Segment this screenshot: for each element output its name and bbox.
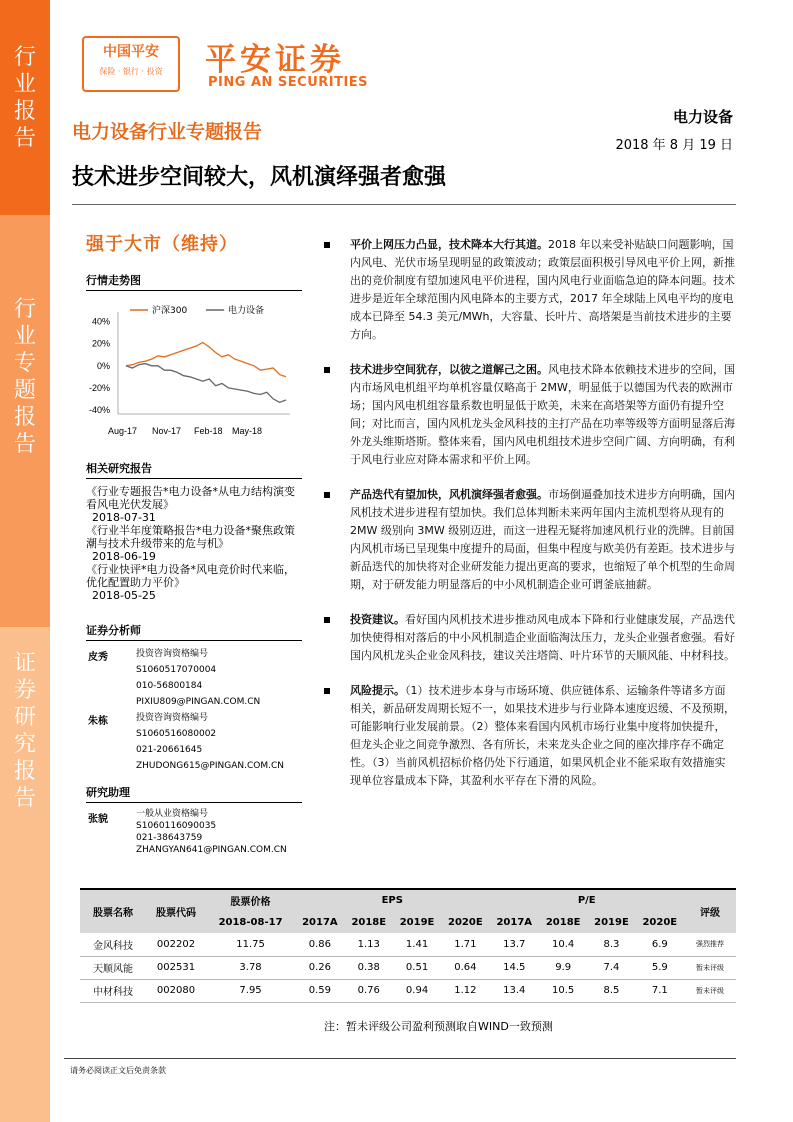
- col-eps: EPS: [295, 889, 489, 911]
- bullet-tech-space: [324, 361, 736, 469]
- analyst-cert-label: 投资咨询资格编号: [136, 713, 209, 723]
- analyst-cert: S1060516080002: [136, 729, 217, 739]
- analyst-info: [136, 646, 260, 710]
- analyst-heading: 证券分析师: [86, 622, 302, 641]
- col-rating: 评级: [684, 889, 736, 933]
- cell-rating: 强烈推荐: [684, 933, 736, 956]
- rating: 强于大市（维持）: [86, 234, 238, 255]
- related-item-date: 2018-05-25: [92, 589, 156, 602]
- col-year: 2017A: [489, 911, 539, 933]
- cell-eps: 1.71: [441, 933, 489, 956]
- cell-pe: 10.4: [539, 933, 587, 956]
- cell-pe: 9.9: [539, 956, 587, 979]
- legend-label-1: 电力设备: [228, 306, 265, 316]
- page-title: 技术进步空间较大，风机演绎强者愈强: [72, 165, 447, 190]
- cell-eps: 0.51: [393, 956, 441, 979]
- bullet-square-icon: [324, 688, 330, 694]
- side-label-report: 行 业 报 告: [13, 45, 36, 151]
- related-item-date: 2018-06-19: [92, 550, 156, 563]
- report-date: 2018 年 8 月 19 日: [615, 138, 733, 153]
- price-chart: [86, 298, 296, 442]
- bullet-square-icon: [324, 617, 330, 623]
- legend-label-0: 沪深300: [152, 306, 188, 316]
- assistant-info: [136, 808, 287, 856]
- bullet-product-iteration: [324, 486, 736, 594]
- col-stock-name: 股票名称: [80, 889, 146, 933]
- cell-rating: 暂未评级: [684, 956, 736, 979]
- analyst-name: 朱栋: [88, 716, 108, 727]
- col-year: 2019E: [587, 911, 635, 933]
- logo-securities-en: PING AN SECURITIES: [208, 75, 369, 90]
- bullet-body: 2018 年以来受补贴缺口问题影响，国内风电、光伏市场呈现明显的政策波动；政策层面积极引导风电平价上网，新推出的竞价制度有望加速风电平价进程，国内风电行业面临急迫的降本问题。技术进步是近年全球范围内风电降本的主要方式，2017 年全球陆上风电平均的度电成本已降至 54.3 美元/MWh，大容量、长叶片、高塔架是当前技术进步的主要方向。: [350, 238, 735, 341]
- assistant-email[interactable]: ZHANGYAN641@PINGAN.COM.CN: [136, 845, 287, 855]
- bullet-head: 投资建议。: [350, 613, 405, 626]
- cell-eps: 0.59: [295, 979, 345, 1002]
- cell-code: 002080: [146, 979, 206, 1002]
- cell-name: 中材科技: [80, 979, 146, 1002]
- bullet-square-icon: [324, 367, 330, 373]
- bullet-pricing-pressure: [324, 236, 736, 344]
- cell-pe: 10.5: [539, 979, 587, 1002]
- bullet-head: 风险提示。: [350, 684, 405, 697]
- bullet-risk: [324, 682, 736, 790]
- cell-price: 3.78: [206, 956, 295, 979]
- assistant-cert-label: 一般从业资格编号: [136, 809, 209, 819]
- related-heading: 相关研究报告: [86, 460, 302, 479]
- bullet-body: （1）技术进步本身与市场环境、供应链体系、运输条件等诸多方面相关，新品研发周期长短不一，如果技术进步与行业降本速度迟缓、不及预期，可能影响行业发展前景。（2）整体来看国内风机市场行业集中度将加快提升，但龙头企业之间竞争激烈、各有所长，未来龙头企业之间的座次排序存不确定性。（3）当前风机招标价格仍处下行通道，如果风机企业不能采取有效措施实现单位容量成本下降，其盈利水平存在下滑的风险。: [350, 684, 735, 787]
- related-item[interactable]: [86, 524, 302, 563]
- logo-securities-cn: 平安证券: [205, 42, 345, 78]
- cell-price: 7.95: [206, 979, 295, 1002]
- assistant-name: 张貌: [88, 814, 108, 825]
- related-item-title: 《行业快评*电力设备*风电竞价时代来临，优化配置助力平价》: [86, 563, 295, 589]
- cell-eps: 0.64: [441, 956, 489, 979]
- assistant-heading: 研究助理: [86, 784, 302, 803]
- col-year: 2017A: [295, 911, 345, 933]
- analyst-phone: 021-20661645: [136, 745, 203, 755]
- assistant-cert: S1060116090035: [136, 821, 217, 831]
- bullet-body: 市场倒逼叠加技术进步方向明确，国内风机技术进步进程有望加快。我们总体判断未来两年国内主流机型将从现有的 2MW 级别向 3MW 级别迈进，而这一进程无疑将加速风机行业的洗牌。目前国内风机市场已呈现集中度提升的局面，但集中程度与欧美仍有差距。技术进步与新品迭代的加快将对企业研发能力提出更高的要求，也缩短了单个机型的生命周期，对于研发能力明显落后的中小风机制造企业可谓釜底抽薪。: [350, 488, 735, 591]
- price-chart-svg: [86, 298, 296, 438]
- related-reports: [86, 485, 302, 602]
- y-tick-label: 20%: [91, 338, 110, 349]
- bullet-head: 平价上网压力凸显，技术降本大行其道。: [350, 238, 548, 251]
- table-row: [80, 933, 736, 956]
- cell-eps: 0.86: [295, 933, 345, 956]
- cell-eps: 1.41: [393, 933, 441, 956]
- cell-pe: 7.4: [587, 956, 635, 979]
- cell-eps: 1.12: [441, 979, 489, 1002]
- logo-box-sub: 保险 · 银行 · 投资: [99, 67, 163, 76]
- related-item-title: 《行业半年度策略报告*电力设备*聚焦政策潮与技术升级带来的危与机》: [86, 524, 295, 550]
- col-price-date: 2018-08-17: [206, 911, 295, 933]
- report-type: 电力设备行业专题报告: [72, 121, 263, 143]
- assistant-phone: 021-38643759: [136, 833, 203, 843]
- bullet-head: 产品迭代有望加快，风机演绎强者愈强。: [350, 488, 548, 501]
- cell-price: 11.75: [206, 933, 295, 956]
- col-price: 股票价格: [206, 889, 295, 911]
- cell-code: 002531: [146, 956, 206, 979]
- chart-heading: 行情走势图: [86, 272, 302, 291]
- y-tick-label: 40%: [91, 316, 110, 327]
- cell-pe: 7.1: [636, 979, 684, 1002]
- bullet-body: 风电技术降本依赖技术进步的空间，国内市场风电机组平均单机容量仅略高于 2MW，明显低于以德国为代表的欧洲市场；国内风电机组容量系数也明显低于欧美，未来在高塔架等方面仍有提升空间；对比而言，国内风机龙头金风科技的主打产品在功率等级等方面明显落后海外龙头维斯塔斯。整体来看，国内风电机组技术进步空间广阔、方向明确，有利于风电行业应对降本需求和平价上网。: [350, 363, 735, 466]
- cell-pe: 8.3: [587, 933, 635, 956]
- x-tick-label: Aug-17: [108, 426, 138, 436]
- col-year: 2018E: [345, 911, 393, 933]
- cell-eps: 0.38: [345, 956, 393, 979]
- cell-pe: 5.9: [636, 956, 684, 979]
- related-item[interactable]: [86, 485, 302, 524]
- analyst-cert-label: 投资咨询资格编号: [136, 649, 209, 659]
- cell-eps: 0.26: [295, 956, 345, 979]
- y-tick-label: 0%: [96, 360, 110, 371]
- analyst-phone: 010-56800184: [136, 681, 203, 691]
- cell-eps: 0.76: [345, 979, 393, 1002]
- cell-code: 002202: [146, 933, 206, 956]
- cell-name: 天顺风能: [80, 956, 146, 979]
- cell-pe: 13.7: [489, 933, 539, 956]
- col-year: 2019E: [393, 911, 441, 933]
- series-line-0: [126, 343, 286, 377]
- table-row: [80, 979, 736, 1002]
- col-stock-code: 股票代码: [146, 889, 206, 933]
- disclaimer: 请务必阅读正文后免责条款: [70, 1066, 166, 1075]
- related-item[interactable]: [86, 563, 302, 602]
- table-note: 注：暂未评级公司盈利预测取自WIND一致预测: [324, 1020, 553, 1033]
- col-pe: P/E: [489, 889, 684, 911]
- analyst-info: [136, 710, 284, 774]
- industry-label: 电力设备: [672, 108, 733, 126]
- summary-bullets: [324, 236, 736, 790]
- bullet-square-icon: [324, 242, 330, 248]
- related-item-title: 《行业专题报告*电力设备*从电力结构演变看风电光伏发展》: [86, 485, 295, 511]
- bullet-square-icon: [324, 492, 330, 498]
- cell-pe: 6.9: [636, 933, 684, 956]
- bullet-head: 技术进步空间犹存，以彼之道解己之困。: [350, 363, 548, 376]
- col-year: 2020E: [636, 911, 684, 933]
- cell-name: 金风科技: [80, 933, 146, 956]
- table-row: [80, 956, 736, 979]
- analyst-email[interactable]: PIXIU809@PINGAN.COM.CN: [136, 697, 261, 707]
- side-label-topic: 行 业 专 题 报 告: [13, 297, 36, 457]
- bullet-body: 看好国内风机技术进步推动风电成本下降和行业健康发展，产品迭代加快使得相对落后的中小风机制造企业面临淘汰压力，龙头企业强者愈强。看好国内风机龙头企业金风科技，建议关注塔筒、叶片环节的天顺风能、中材科技。: [350, 613, 735, 662]
- valuation-table: [80, 888, 736, 1003]
- pingan-group-logo: [82, 36, 180, 92]
- col-year: 2018E: [539, 911, 587, 933]
- analyst-email[interactable]: ZHUDONG615@PINGAN.COM.CN: [136, 761, 284, 771]
- cell-pe: 8.5: [587, 979, 635, 1002]
- side-label-research: 证 券 研 究 报 告: [13, 651, 36, 811]
- x-tick-label: Nov-17: [152, 426, 182, 436]
- x-tick-label: May-18: [232, 426, 263, 436]
- header-divider: [72, 204, 736, 205]
- bullet-investment-advice: [324, 611, 736, 665]
- cell-eps: 0.94: [393, 979, 441, 1002]
- col-year: 2020E: [441, 911, 489, 933]
- y-tick-label: -40%: [88, 405, 110, 415]
- y-tick-label: -20%: [88, 382, 110, 393]
- footer-divider: [64, 1058, 736, 1059]
- analyst-cert: S1060517070004: [136, 665, 217, 675]
- cell-pe: 14.5: [489, 956, 539, 979]
- analyst-name: 皮秀: [88, 652, 108, 663]
- x-tick-label: Feb-18: [194, 426, 223, 436]
- cell-rating: 暂未评级: [684, 979, 736, 1002]
- related-item-date: 2018-07-31: [92, 511, 156, 524]
- cell-eps: 1.13: [345, 933, 393, 956]
- cell-pe: 13.4: [489, 979, 539, 1002]
- logo-box-text: 中国平安: [103, 44, 159, 60]
